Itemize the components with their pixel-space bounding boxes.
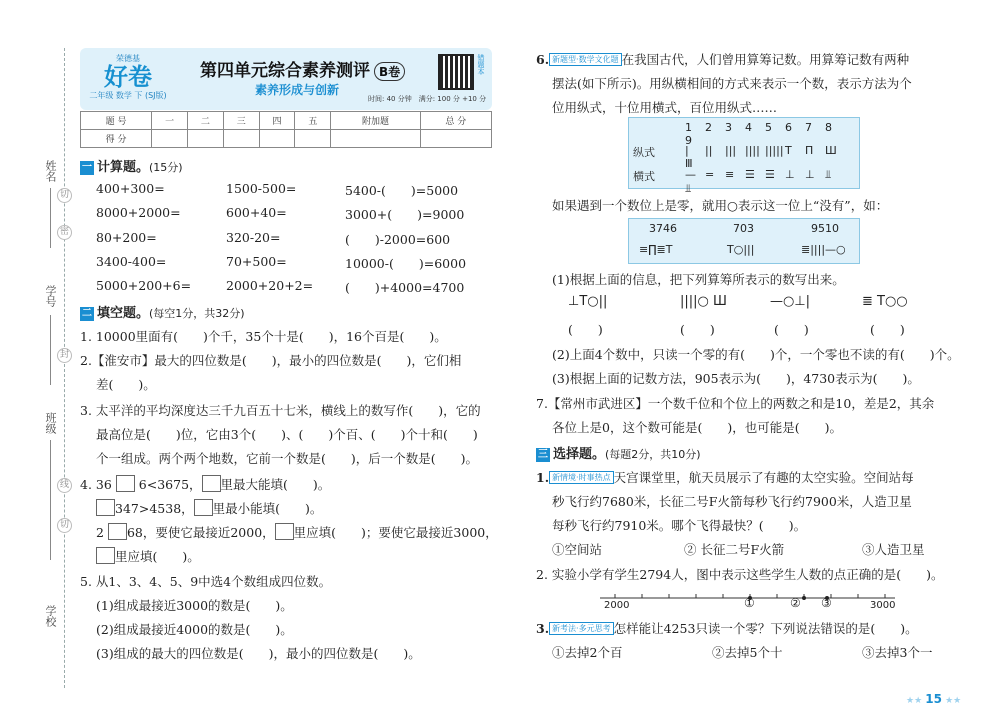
option-3[interactable]: ③去掉3个一 [862,645,933,660]
rod-horizontal-row: — = ≡ ☰ ☰ ⊥ ⊥ ⫫⫫ [685,168,832,195]
question-line: 1. 新情境·时事热点 天宫课堂里，航天员展示了有趣的太空实验。空间站每 [536,470,914,485]
page-number: ★★ 15 ★★ [906,692,962,706]
number-line-point-label: ③ [821,596,832,610]
seal-mark: 切 [57,188,72,203]
question-line: 1. 10000里面有( )个千，35个十是( )，16个百是( )。 [80,329,447,344]
calc-item: 3000+( )=9000 [345,207,465,222]
digit-box[interactable] [108,523,127,540]
digit-box[interactable] [96,499,115,516]
rod-number: —○⊥| [770,294,811,309]
option-3[interactable]: ③人造卫星 [862,542,925,557]
rod-number: ⊥T○|| [568,294,608,309]
rod-example-table: 3746 703 9510 ≡∏≣T T○||| ≣||||—○ [628,218,860,264]
number-line-point-label: ① [744,596,755,610]
number-line-point-label: ② [790,596,801,610]
rod-vertical-row: | || ||| |||| |||||T Π ШⅢ [685,144,837,170]
calc-item: ( )-2000=600 [345,232,451,247]
calc-item: 5400-( )=5000 [345,183,459,198]
answer-blank[interactable]: ( ) [568,322,603,337]
question-line: 4. 36 6<3675， 里最大能填( )。 [80,477,331,492]
option-1[interactable]: ①去掉2个百 [552,645,623,660]
brand-logo: 荣德基 好卷 二年级 数学 下 (SJ版) [89,54,167,100]
digit-box[interactable] [96,547,115,564]
question-line: (2)组成最接近4000的数是( )。 [96,622,293,637]
number-line-point-2 [802,596,806,600]
student-id-label: 学号 [44,285,57,307]
counting-rod-table: 纵式 横式 1 2 3 4 5 6 7 89 | || ||| |||| |||||T Π ШⅢ — = ≡ ☰ ☰ ⊥ ⊥ ⫫⫫ [628,117,860,189]
name-line [50,188,51,248]
test-header [80,48,492,110]
calc-item: 1500-500= [226,181,297,196]
question-line: (1)根据上面的信息，把下列算筹所表示的数写出来。 [552,272,845,287]
question-line: 位用纵式，十位用横式，百位用纵式…… [552,100,778,115]
section-heading: 二 填空题。(每空1分，共32分) [82,306,245,321]
question-line: 2.【淮安市】最大的四位数是( )，最小的四位数是( )，它们相 [80,353,462,368]
calc-item: ( )+4000=4700 [345,280,465,295]
score-table: 题 号 一 二 三 四 五 附加题 总 分 得 分 [80,111,492,148]
answer-blank[interactable]: ( ) [774,322,809,337]
question-line: 3. 太平洋的平均深度达三千九百五十七米，横线上的数写作( )，它的 [80,403,481,418]
question-line: 最高位是( )位，它由3个( )、( )个百、( )个十和( ) [96,427,478,442]
question-line: 里应填( )。 [96,547,200,565]
calc-item: 2000+20+2= [226,278,314,293]
calc-item: 320-20= [226,230,281,245]
question-line: (2)上面4个数中，只读一个零的有( )个，一个零也不读的有( )个。 [552,347,960,362]
calc-item: 5000+200+6= [96,278,192,293]
seal-mark: 线 [57,478,72,493]
question-line: 各位上是0，这个数可能是( )，也可能是( )。 [552,420,842,435]
question-line: 347>4538， 里最小能填( )。 [96,499,322,517]
question-line: 6. 新题型·数学文化题 在我国古代，人们曾用算筹记数。用算筹记数有两种 [536,52,910,67]
calc-item: 70+500= [226,254,287,269]
time-info: 时间: 40 分钟 满分: 100 分 +10 分 [368,95,487,103]
binding-cut-line [64,48,65,688]
question-line: (3)根据上面的记数方法，905表示为( )，4730表示为( )。 [552,371,920,386]
calc-item: 80+200= [96,230,157,245]
question-line: 7.【常州市武进区】一个数千位和个位上的两数之和是10，差是2，其余 [536,396,935,411]
seal-mark: 封 [57,348,72,363]
question-line: 个一组成。两个两个地数，它前一个数是( )，后一个数是( )。 [96,451,479,466]
rod-digit-row: 1 2 3 4 5 6 7 89 [685,121,832,147]
question-type-tag: 新情境·时事热点 [549,471,614,484]
calc-item: 3400-400= [96,254,167,269]
question-line: (3)组成的最大的四位数是( )，最小的四位数是( )。 [96,646,421,661]
rod-number: ≣ T○○ [862,294,908,309]
question-line: 3. 新考法·多元思考 怎样能让4253只读一个零？下列说法错误的是( )。 [536,621,918,636]
question-line: 2 68，要使它最接近2000， 里应填( )；要使它最接近3000， [96,525,498,540]
rod-number: ||||○ Ш [680,294,727,309]
question-line: 5. 从1、3、4、5、9中选4个数组成四位数。 [80,574,332,589]
section-heading: 一 计算题。(15分) [82,160,183,175]
digit-box[interactable] [194,499,213,516]
question-line: 差( )。 [96,377,156,392]
question-type-tag: 新考法·多元思考 [549,622,614,635]
page-subtitle: 素养形成与创新 [255,83,340,97]
question-line: 如果遇到一个数位上是零，就用○表示这一位上“没有”，如： [552,198,889,213]
option-2[interactable]: ② 长征二号F火箭 [684,542,785,557]
calc-item: 8000+2000= [96,205,181,220]
question-line: 每秒飞行约7910米。哪个飞得最快？( )。 [552,518,807,533]
school-label: 学校 [44,605,57,627]
answer-blank[interactable]: ( ) [870,322,905,337]
class-line [50,440,51,560]
digit-box[interactable] [116,475,135,492]
calc-item: 400+300= [96,181,165,196]
name-label: 姓名 [44,160,57,182]
seal-mark: 切 [57,518,72,533]
question-line: (1)组成最接近3000的数是( )。 [96,598,293,613]
number-line-start: 2000 [604,600,630,611]
option-1[interactable]: ①空间站 [552,542,603,557]
question-line: 摆法(如下所示)。用纵横相间的方式来表示一个数，表示方法为个 [552,76,912,91]
number-line-end: 3000 [870,600,896,611]
qr-code-icon[interactable] [438,54,474,90]
question-line: 2. 实验小学有学生2794人，图中表示这些学生人数的点正确的是( )。 [536,567,944,582]
version-badge: B卷 [374,62,405,81]
question-type-tag: 新题型·数学文化题 [549,53,622,66]
section-heading: 三 选择题。(每题2分，共10分) [538,447,701,462]
class-label: 班级 [44,412,57,434]
answer-blank[interactable]: ( ) [680,322,715,337]
qr-label: 错题本 [477,54,485,75]
calc-item: 10000-( )=6000 [345,256,467,271]
question-line: 秒飞行约7680米，长征二号F火箭每秒飞行约7900米，人造卫星 [552,494,912,509]
calc-item: 600+40= [226,205,287,220]
digit-box[interactable] [202,475,221,492]
seal-mark: 密 [57,225,72,240]
option-2[interactable]: ②去掉5个十 [712,645,783,660]
page-title: 第四单元综合素养测评 B卷 [200,56,405,81]
student-id-line [50,315,51,385]
digit-box[interactable] [275,523,294,540]
